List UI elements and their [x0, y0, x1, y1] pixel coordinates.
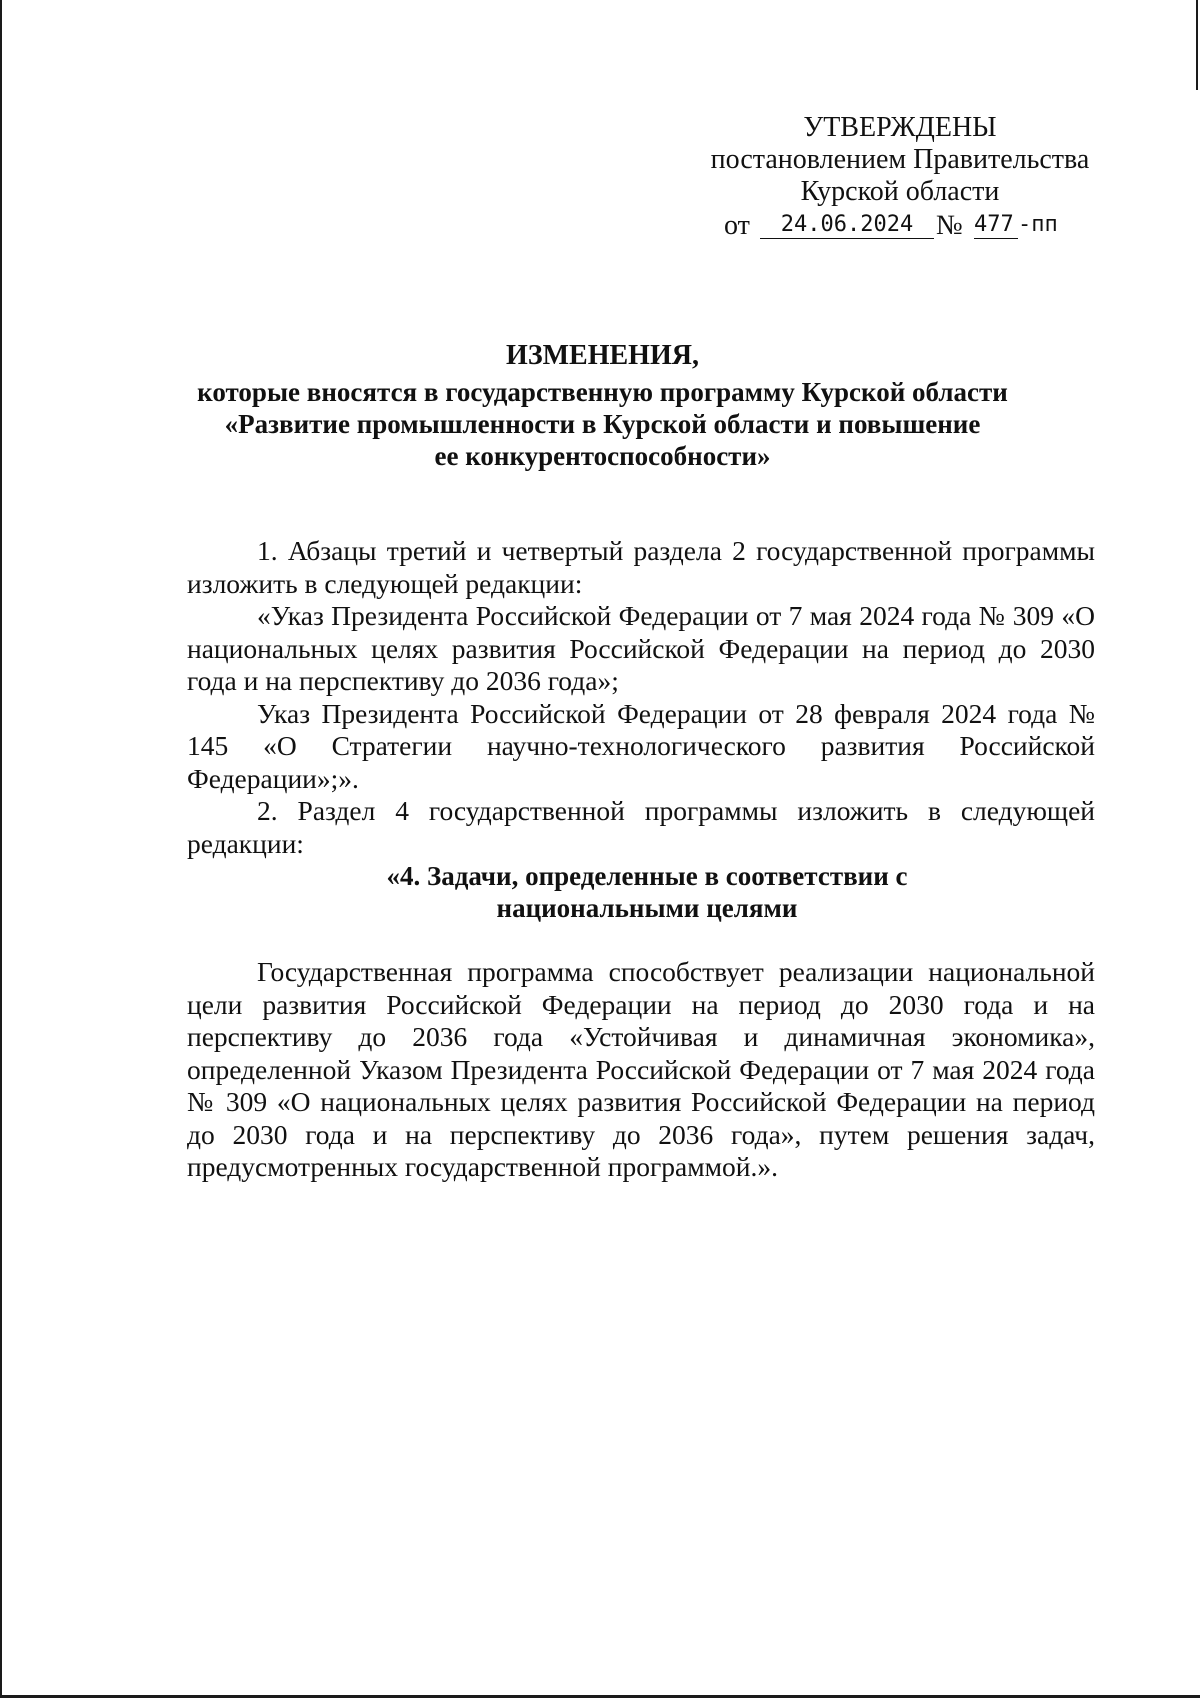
section-4-title-line-2: национальными целями	[496, 893, 798, 923]
quote-1-paragraph: «Указ Президента Российской Федерации от 7 мая 2024 года № 309 «О национальных целях развития Российской Федерации на период до 2030 года и на перспективу до 2036 года»;	[187, 600, 1095, 696]
approval-block	[690, 112, 1110, 240]
section-4-title	[297, 860, 997, 924]
document-subtitle-line-3: ее конкурентоспособности»	[434, 441, 771, 471]
approval-region: Курской области	[800, 176, 1000, 207]
approval-number-suffix: -пп	[1018, 212, 1058, 237]
document-subtitle-line-2: «Развитие промышленности в Курской области и повышение	[224, 409, 981, 439]
document-body	[187, 535, 1095, 1184]
item-1-paragraph: 1. Абзацы третий и четвертый раздела 2 государственной программы изложить в следующей редакции:	[187, 535, 1095, 599]
section-spacer	[187, 924, 1095, 956]
document-title: ИЗМЕНЕНИЯ,	[506, 340, 699, 371]
approval-date-line	[690, 208, 1110, 240]
section-4-paragraph: Государственная программа способствует реализации национальной цели развития Российской Федерации на период до 2030 года и на перспективу до 2036 года «Устойчивая и динамичная экономика», определенной Указом Президента Российской Федерации от 7 мая 2024 года № 309 «О национальных целях развития Российской Федерации на период до 2030 года и на перспективу до 2036 года», путем решения задач, предусмотренных государственной программой.».	[187, 956, 1095, 1182]
approval-date: 24.06.2024	[760, 212, 934, 239]
quote-2-paragraph: Указ Президента Российской Федерации от 28 февраля 2024 года № 145 «О Стратегии научно-технологического развития Российской Федерации»;».	[187, 697, 1095, 794]
section-4-title-line-1: «4. Задачи, определенные в соответствии с	[386, 861, 908, 891]
document-heading	[150, 340, 1055, 472]
approval-number: 477	[974, 212, 1018, 239]
scan-edge-left	[0, 0, 2, 1698]
date-prefix: от	[724, 210, 750, 241]
scan-edge-right	[1196, 0, 1198, 90]
approval-issuer: постановлением Правительства	[710, 144, 1090, 175]
item-2-paragraph: 2. Раздел 4 государственной программы изложить в следующей редакции:	[187, 795, 1095, 859]
approval-title: УТВЕРЖДЕНЫ	[803, 112, 997, 143]
number-sign: №	[936, 210, 963, 241]
document-subtitle-line-1: которые вносятся в государственную программу Курской области	[197, 377, 1008, 407]
